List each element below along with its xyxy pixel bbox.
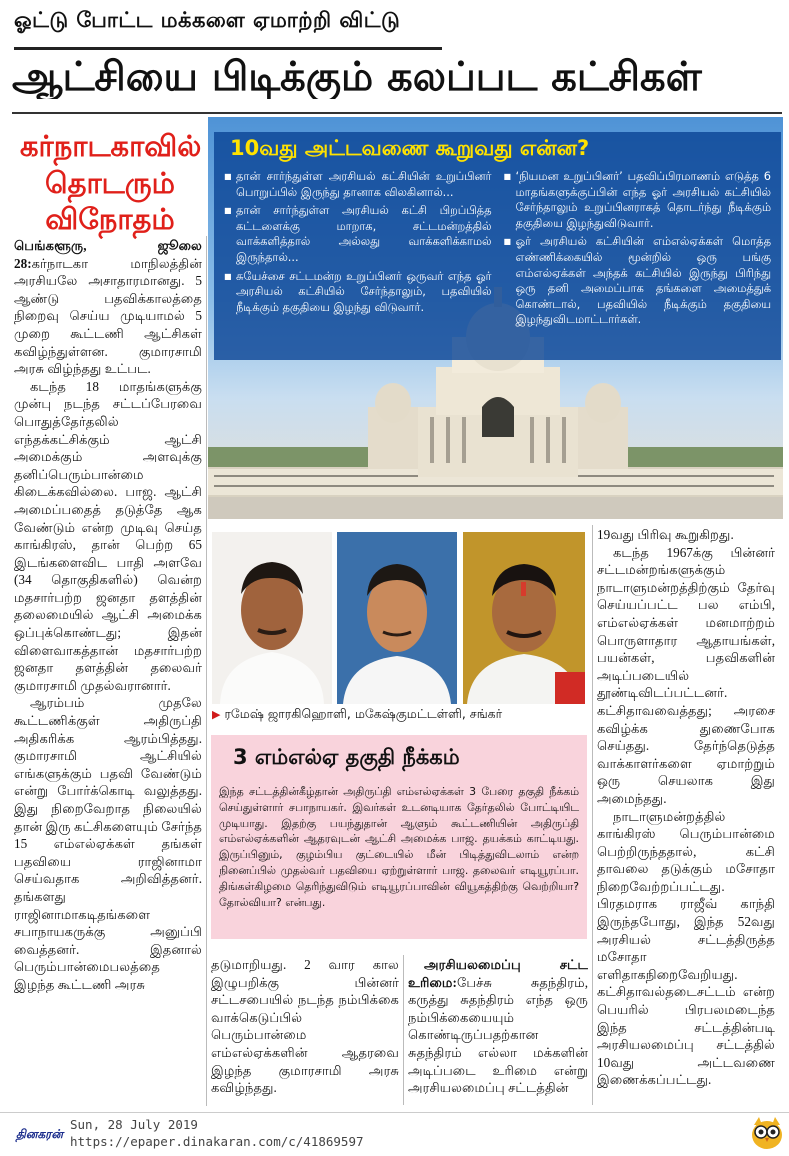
article-column-1	[14, 237, 202, 1103]
portrait-photo-2	[337, 532, 457, 704]
info-item: ■ ‘நியமன உறுப்பினர்’ பதவிப்பிரமாணம் எடுத்த 6 மாதங்களுக்குப்பின் எந்த ஓர் அரசியல் கட்சியில் சேர்ந்தாலும் உறுப்பினராகத் தொடர்ந்து நீடிக்கும் தகுதியை இழந்துவிடுவார்.	[504, 169, 772, 231]
sub-headline-line-1: கர்நாடகாவில்	[20, 129, 202, 163]
kicker-line: ஓட்டு போட்ட மக்களை ஏமாற்றி விட்டு	[14, 8, 401, 32]
column1-para-1: கர்நாடகா மாநிலத்தின் அரசியலே அசாதாரமானது. 5 ஆண்டு பதவிக்காலத்தை நிறைவு செய்ய முடியாமல் 5 முறை கூட்டணி ஆட்சிகள் கவிழ்ந்துள்ளன. குமாரசாமி அரசு விழ்ந்தது உட்பட.	[14, 255, 202, 377]
info-item: ■ தான் சார்ந்துள்ள அரசியல் கட்சி பிறப்பித்த கட்டளைக்கு மாறாக, சட்டமன்றத்தில் வாக்களித்தால் அல்லது வாக்களிக்காமல் இருந்தால்...	[224, 203, 492, 265]
column4-para-0: 19வது பிரிவு கூறுகிறது.	[597, 527, 734, 542]
owl-mascot-icon	[748, 1113, 786, 1151]
photo-caption	[212, 706, 586, 723]
caption-arrow-icon: ▶	[212, 708, 221, 721]
column-divider	[206, 236, 207, 1106]
column-divider	[592, 525, 593, 1105]
info-box-right-list	[504, 169, 772, 331]
portrait-photo-1	[212, 532, 332, 704]
sub-headline-line-2: தொடரும்	[45, 165, 175, 200]
edition-date: Sun, 28 July 2019	[70, 1117, 198, 1132]
column2-para-1: தடுமாறியது. 2 வார கால இழுபறிக்கு பின்னர் சட்டசபையில் நடந்த நம்பிக்கை வாக்கெடுப்பில் பெரும்பான்மை எம்எல்ஏக்களின் ஆதரவை இழந்த குமாரசாமி அரசு கவிழ்ந்தது.	[211, 957, 399, 1096]
column3-para-1: பேச்சு சுதந்திரம், கருத்து சுதந்திரம் எந்த ஒரு நம்பிக்கையையும் கொண்டிருப்பதற்கான சுதந்திரம் எல்லா மக்களின் அடிப்படை உரிமை என்று அரசியலமைப்பு சட்டத்தின்	[408, 974, 588, 1096]
dateline: பெங்களூரு, ஜூலை 28:	[14, 238, 202, 271]
edition-url[interactable]: https://epaper.dinakaran.com/c/41869597	[70, 1134, 364, 1149]
info-box-left-list	[224, 169, 492, 331]
tenth-schedule-info-box	[214, 132, 781, 360]
portrait-photo-3	[463, 532, 585, 704]
info-item: ■ ஓர் அரசியல் கட்சியின் எம்எல்ஏக்கள் மொத்த எண்ணிக்கையில் மூன்றில் ஒரு பங்கு எம்எல்ஏக்கள் அந்தக் கட்சியில் இருந்து பிரிந்து ஒரு தனி அமைப்பாக தங்களை அமைத்துக் கொண்டால், பதவியில் நீடிக்கும் தகுதியை இழந்துவிடமாட்டார்கள்.	[504, 234, 772, 328]
column-divider	[403, 955, 404, 1105]
info-item: ■ சுயேச்சை சட்டமன்ற உறுப்பினர் ஒருவர் எந்த ஓர் அரசியல் கட்சியில் சேர்ந்தாலும், பதவியில் நீடிக்கும் தகுதியை இழந்து விடுவார்.	[224, 269, 492, 316]
sub-headline-line-3: விநோதம்	[45, 202, 175, 237]
column4-para-2: நாடாளுமன்றத்தில் காங்கிரஸ் பெரும்பான்மை பெற்றிருந்ததால், கட்சி தாவலை தடுக்கும் மசோதா நிறைவேற்றப்பட்டது. பிரதமராக ராஜீவ் காந்தி இருந்தபோது, இந்த 52வது அரசியல் சட்டத்திருத்த மசோதா எளிதாகநிறைவேறியது. கட்சிதாவல்தடைசட்டம் என்ற பெயரில் பிரபலமடைந்த இந்த சட்டத்தின்படி அரசியலமைப்பு சட்டத்தில் 10வது அட்டவணை இணைக்கப்பட்டது.	[597, 808, 775, 1088]
column4-para-1: கடந்த 1967க்கு பின்னர் சட்டமன்றங்களுக்கும் நாடாளுமன்றத்திற்கும் தேர்வு செய்யப்பட்ட பல எம்பி, எம்எல்ஏக்கள் மனமாற்றம் பொருளாதார ஆதாயங்கள், பயன்கள், பதவிகளின் அடிப்படையில் தூண்டிவிடப்பட்டனர். கட்சிதாவவைத்தது; அரசை கவிழ்க்க துணைபோக செய்தது. தேர்ந்தெடுத்த வாக்காளர்களை ஏமாற்றும் ஒரு செயலாக இது அமைந்தது.	[597, 544, 775, 806]
sub-headline	[20, 128, 200, 238]
article-column-3	[408, 956, 588, 1106]
info-item: ■ தான் சார்ந்துள்ள அரசியல் கட்சியின் உறுப்பினர் பொறுப்பில் இருந்து தானாக விலகினால்...	[224, 169, 492, 200]
column1-para-3: ஆரம்பம் முதலே கூட்டணிக்குள் அதிருப்தி அதிகரிக்க ஆரம்பித்தது. குமாரசாமி ஆட்சியில் எங்களுக்கும் பதவி வேண்டும் என்று போர்க்கொடி வலுத்தது. இது நிறைவேறாத நிலையில் தான் இரு கட்சிகளையும் சேர்ந்த 15 எம்எல்ஏக்கள் தங்கள் பதவியை ராஜினாமா செய்வதாக அறிவித்தனர். தங்களது ராஜினாமாகடிதங்களை சபாநாயகருக்கு அனுப்பி வைத்தனர். இதனால் பெரும்பான்மைபலத்தை இழந்த கூட்டணி அரசு	[14, 695, 202, 992]
info-box-title: 10வது அட்டவணை கூறுவது என்ன?	[230, 136, 590, 160]
footer-rule	[0, 1112, 789, 1113]
article-column-2	[211, 956, 399, 1106]
disqualification-body: இந்த சட்டத்தின்கீழ்தான் அதிருப்தி எம்எல்ஏக்கள் 3 பேரை தகுதி நீக்கம் செய்துள்ளார் சபாநாயகர். இவர்கள் உடனடியாக தேர்தலில் போட்டியிட முடியாது. இதற்கு பயந்துதான் ஆளும் கூட்டணியின் அதிருப்தி எம்எல்ஏக்களின் ஆதரவுடன் ஆட்சி அமைக்க பாஜ. தயக்கம் காட்டியது. இருப்பினும், குழம்பிய குட்டையில் மீன் பிடித்துவிடலாம் என்ற நினைப்பில் முதல்வர் பதவியை ஏற்றுள்ளார் பாஜ. தலைவர் எடியூரப்பா. திங்கள்கிழமை தெரிந்துவிடும் எடியூரப்பாவின் வியூகத்திற்கு வெற்றியா? தோல்வியா? என்பது.	[219, 785, 579, 909]
newspaper-logo: தினகரன்	[16, 1127, 63, 1141]
article-column-4	[597, 526, 775, 1101]
kicker-rule	[14, 47, 442, 50]
headline: ஆட்சியை பிடிக்கும் கலப்பட கட்சிகள்	[12, 55, 702, 99]
column3-lead: அரசியலமைப்பு சட்ட உரிமை:	[408, 957, 588, 990]
headline-rule	[12, 112, 782, 114]
disqualification-title: 3 எம்எல்ஏ தகுதி நீக்கம்	[233, 745, 460, 769]
disqualification-box	[211, 735, 587, 939]
column1-para-2: கடந்த 18 மாதங்களுக்கு முன்பு நடந்த சட்டப்பேரவை பொதுத்தேர்தலில் எந்தக்கட்சிக்கும் ஆட்சி அமைக்கும் அளவுக்கு தனிப்பெரும்பான்மை கிடைக்கவில்லை. பாஜ. ஆட்சி அமைப்பதைத் தடுத்தே ஆக வேண்டும் என்ற முடிவு செய்த காங்கிரஸ், தான் பெற்ற 65 இடங்களைவிட பாதி அளவே (34 தொகுதிகளில்) வென்ற மதசார்பற்ற ஜனதா தளத்தின் தலைமையில் ஆட்சி அமைக்க ஒப்புக்கொண்டது; இதன் விளைவாகத்தான் மதசார்பற்ற ஜனதா தளத்தின் தலைவர் குமாரசாமி முதல்வரானார்.	[14, 378, 202, 693]
photo-caption-text: ரமேஷ் ஜாரகிஹொளி, மகேஷ்குமட்டள்ளி, சங்கர்	[224, 706, 503, 721]
